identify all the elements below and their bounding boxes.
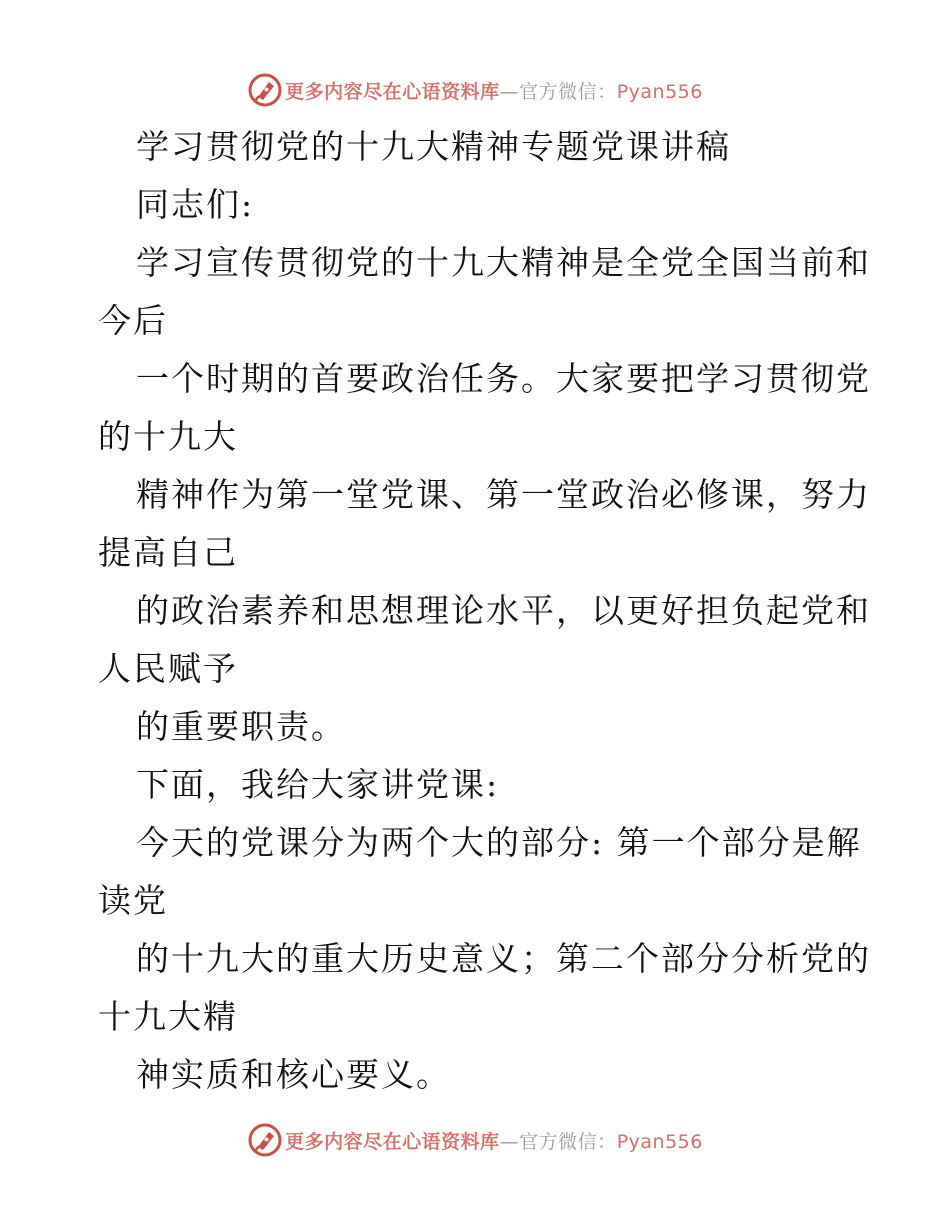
paragraph-line: 十九大精 [98,997,238,1036]
watermark-wechat-label: 官方微信： [519,1130,617,1153]
footer-watermark [0,1118,950,1162]
paragraph-line: 的十九大的重大历史意义；第二个部分分析党的 [136,939,871,978]
watermark-dash: — [499,1130,520,1153]
paragraph-line: 的十九大 [98,417,238,456]
paragraph-line: 精神作为第一堂党课、第一堂政治必修课，努力 [136,475,871,514]
watermark-wechat-id: Pyan556 [616,80,703,103]
paragraph-line: 下面，我给大家讲党课: [136,765,500,804]
header-watermark [0,68,950,112]
paragraph-line: 一个时期的首要政治任务。大家要把学习贯彻党 [136,359,871,398]
watermark-brand: 更多内容尽在心语资料库 [285,80,500,103]
document-body [98,118,871,1104]
pen-nib-logo-icon [247,1122,283,1158]
watermark-text [285,1127,703,1154]
watermark-brand: 更多内容尽在心语资料库 [285,1130,500,1153]
pen-nib-logo-icon [247,72,283,108]
watermark-wechat-id: Pyan556 [616,1130,703,1153]
paragraph-line: 神实质和核心要义。 [136,1055,451,1094]
paragraph-line: 学习宣传贯彻党的十九大精神是全党全国当前和 [136,243,871,282]
salutation: 同志们: [136,185,255,224]
paragraph-line: 人民赋予 [98,649,238,688]
watermark-dash: — [499,80,520,103]
paragraph-line: 的政治素养和思想理论水平，以更好担负起党和 [136,591,871,630]
paragraph-line: 的重要职责。 [136,707,346,746]
paragraph-line: 今后 [98,301,168,340]
paragraph-line: 读党 [98,881,168,920]
paragraph-line: 提高自己 [98,533,238,572]
watermark-text [285,77,703,104]
paragraph-line: 今天的党课分为两个大的部分: 第一个部分是解 [136,823,862,862]
document-title: 学习贯彻党的十九大精神专题党课讲稿 [136,127,731,166]
watermark-wechat-label: 官方微信： [519,80,617,103]
